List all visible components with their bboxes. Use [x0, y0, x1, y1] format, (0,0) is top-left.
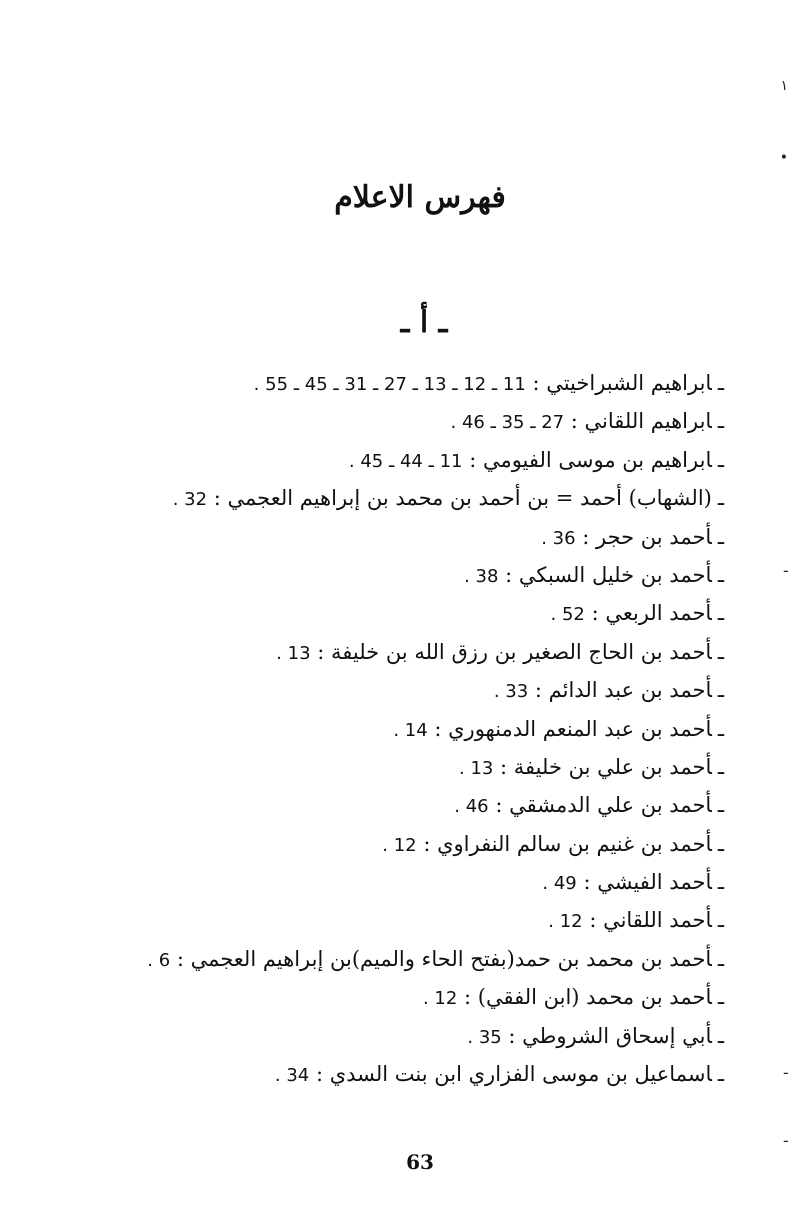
entry-dash: ـ: [717, 831, 724, 856]
entry-page-refs: 27 ـ 35 ـ 46 .: [450, 412, 565, 434]
entry-dash: ـ: [717, 601, 724, 626]
entry-page-refs: 32 .: [172, 489, 208, 511]
entry-name: أحمد بن عبد الدائم :: [534, 678, 712, 703]
index-entry: [84, 441, 724, 479]
entry-dash: ـ: [717, 486, 724, 511]
entry-dash: ـ: [717, 985, 724, 1010]
entry-dash: ـ: [717, 716, 724, 741]
index-entry: [84, 671, 724, 709]
index-entry: [84, 978, 724, 1016]
entry-dash: ـ: [717, 754, 724, 779]
index-entry: [84, 633, 724, 671]
index-entry: [84, 402, 724, 440]
entry-name: أبي إسحاق الشروطي :: [508, 1023, 712, 1048]
entry-dash: ـ: [717, 371, 724, 395]
entry-dash: ـ: [717, 639, 724, 664]
entry-name: أحمد بن عبد المنعم الدمنهوري :: [434, 716, 712, 741]
entry-page-refs: 46 .: [454, 796, 489, 818]
entry-page-refs: 6 .: [147, 949, 171, 971]
entry-name: أحمد بن الحاج الصغير بن رزق الله بن خليفة :: [317, 639, 712, 664]
index-entry: [84, 825, 724, 863]
page-number: 63: [406, 1150, 434, 1174]
index-entry: [84, 594, 724, 632]
entry-dash: ـ: [717, 1062, 724, 1087]
index-entry: [84, 1055, 724, 1093]
index-entry: [84, 901, 724, 939]
entry-name: أحمد اللقاني :: [589, 908, 712, 933]
entry-page-refs: 38 .: [464, 565, 499, 587]
index-entry-list: [84, 364, 724, 1093]
entry-page-refs: 14 .: [393, 719, 428, 741]
index-entry: [84, 940, 724, 978]
entry-dash: ـ: [717, 678, 724, 703]
entry-page-refs: 11 ـ 12 ـ 13 ـ 27 ـ 31 ـ 45 ـ 55 .: [253, 374, 526, 395]
entry-name: اسماعيل بن موسى الفزاري ابن بنت السدي :: [315, 1062, 712, 1087]
margin-mark: ـ: [783, 1130, 788, 1146]
entry-page-refs: 35 .: [467, 1026, 502, 1048]
entry-name: أحمد بن محمد (ابن الفقي) :: [464, 985, 712, 1010]
entry-page-refs: 13 .: [459, 757, 494, 779]
entry-dash: ـ: [717, 562, 724, 587]
entry-page-refs: 36 .: [541, 527, 576, 549]
entry-page-refs: 12 .: [548, 911, 583, 933]
entry-dash: ـ: [717, 409, 724, 434]
entry-name: ابراهيم الشبراخيتي :: [532, 371, 712, 395]
index-entry: [84, 748, 724, 786]
entry-page-refs: 34 .: [274, 1065, 310, 1087]
entry-dash: ـ: [717, 908, 724, 933]
margin-mark: •: [779, 150, 788, 166]
entry-name: أحمد بن غنيم بن سالم النفراوي :: [423, 831, 712, 856]
index-entry: [84, 479, 724, 517]
entry-dash: ـ: [717, 447, 724, 472]
entry-dash: ـ: [717, 793, 724, 818]
entry-name: أحمد بن محمد بن حمد(بفتح الحاء والميم)بن إبراهيم العجمي :: [176, 946, 712, 971]
entry-page-refs: 12 .: [422, 988, 458, 1010]
index-entry: [84, 710, 724, 748]
entry-page-refs: 11 ـ 44 ـ 45 .: [348, 450, 463, 472]
margin-mark: ۱: [780, 78, 788, 94]
entry-name: أحمد الفيشي :: [583, 870, 712, 895]
entry-page-refs: 13 .: [276, 642, 311, 664]
entry-dash: ـ: [717, 524, 724, 549]
page-title: فهرس الاعلام: [334, 180, 506, 215]
index-entry: [84, 1017, 724, 1055]
entry-page-refs: 33 .: [493, 681, 529, 703]
entry-name: أحمد الربعي :: [591, 601, 712, 626]
index-entry: [84, 364, 724, 402]
entry-name: أحمد بن علي بن خليفة :: [500, 754, 712, 779]
entry-name: أحمد بن خليل السبكي :: [505, 562, 712, 587]
entry-dash: ـ: [717, 946, 724, 971]
section-letter-heading: ـ أ ـ: [400, 305, 448, 340]
entry-name: ابراهيم بن موسى الفيومي :: [469, 447, 712, 472]
entry-page-refs: 12 .: [382, 834, 417, 856]
margin-mark: ـ: [783, 560, 788, 576]
index-entry: [84, 863, 724, 901]
entry-name: (الشهاب) أحمد = بن أحمد بن محمد بن إبراهيم العجمي :: [213, 486, 712, 511]
entry-page-refs: 52 .: [550, 604, 585, 626]
index-entry: [84, 518, 724, 556]
entry-dash: ـ: [717, 1023, 724, 1048]
index-entry: [84, 556, 724, 594]
entry-page-refs: 49 .: [542, 873, 577, 895]
entry-dash: ـ: [717, 870, 724, 895]
entry-name: أحمد بن حجر :: [582, 524, 712, 549]
entry-name: ابراهيم اللقاني :: [570, 409, 712, 434]
margin-mark: ـ: [783, 1062, 788, 1078]
entry-name: أحمد بن علي الدمشقي :: [495, 793, 712, 818]
index-entry: [84, 786, 724, 824]
